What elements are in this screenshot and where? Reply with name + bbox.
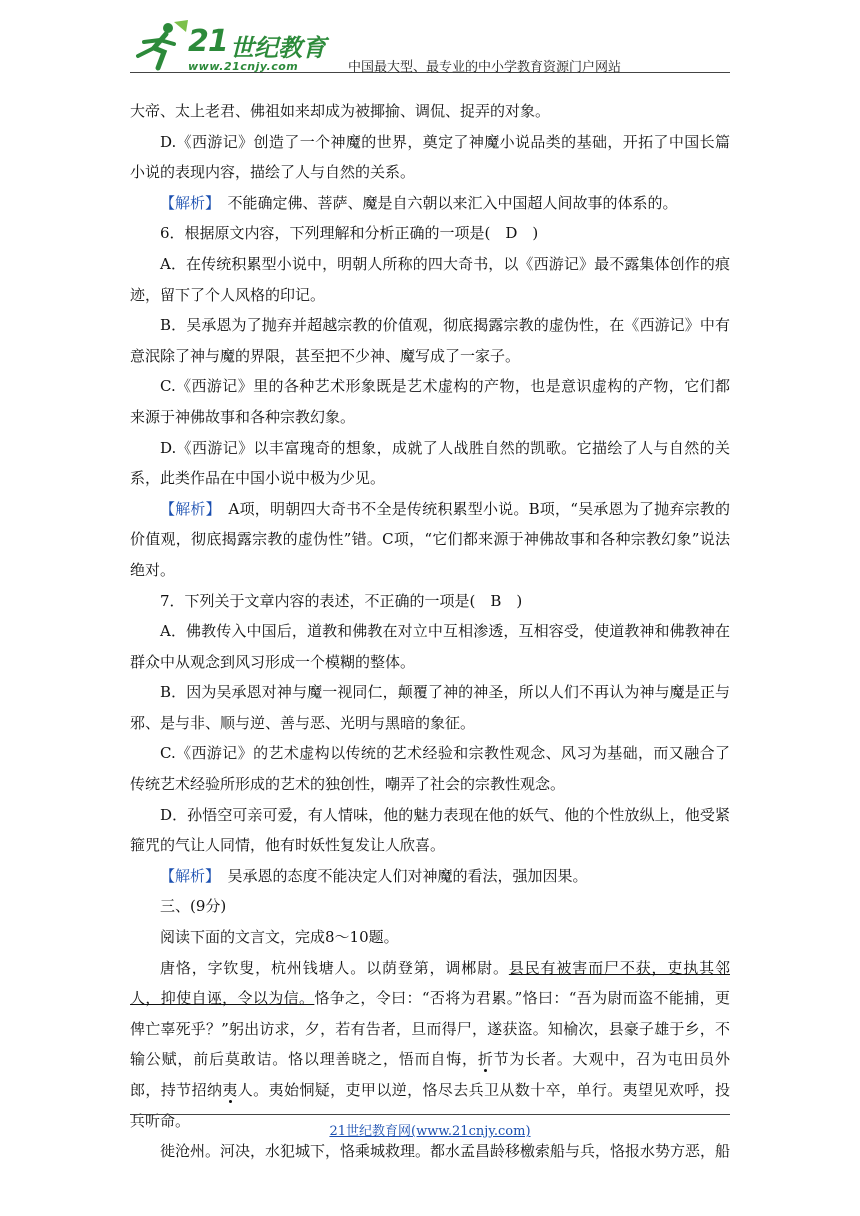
option-a-q7: A．佛教传入中国后，道教和佛教在对立中互相渗透，互相容受，使道教神和佛教神在群众中从观念到风习形成一个模糊的整体。 bbox=[130, 622, 730, 671]
analysis-text: 不能确定佛、菩萨、魔是自六朝以来汇入中国超人间故事的体系的。 bbox=[212, 193, 678, 212]
analysis-q6 bbox=[130, 494, 730, 586]
header-divider bbox=[130, 72, 730, 73]
text-segment: 节为长者。大观中，召为屯田员外郎，持节招纳 bbox=[130, 1050, 730, 1099]
analysis-text: A项，明朝四大奇书不全是传统积累型小说。B项，“吴承恩为了抛弃宗教的价值观，彻底揭露宗教的虚伪性”错。C项，“它们都来源于神佛故事和各种宗教幻象”说法绝对。 bbox=[130, 499, 730, 579]
classical-text-paragraph-1 bbox=[130, 953, 730, 1137]
option-b-q7: B．因为吴承恩对神与魔一视同仁，颠覆了神的神圣，所以人们不再认为神与魔是正与邪、是与非、顺与逆、善与恶、光明与黑暗的象征。 bbox=[130, 683, 730, 732]
site-logo[interactable] bbox=[130, 18, 340, 74]
footer-divider bbox=[130, 1114, 730, 1115]
page-footer bbox=[0, 1120, 860, 1139]
option-c-q6: C.《西游记》里的各种艺术形象既是艺术虚构的产物，也是意识虚构的产物，它们都来源于神佛故事和各种宗教幻象。 bbox=[130, 377, 730, 426]
option-d-q7: D．孙悟空可亲可爱，有人情味，他的魅力表现在他的妖气、他的个性放纵上，他受紧箍咒的气让人同情，他有时妖性复发让人欣喜。 bbox=[130, 805, 730, 855]
logo-url: www.21cnjy.com bbox=[188, 60, 299, 73]
header-tagline: 中国最大型、最专业的中小学教育资源门户网站 bbox=[348, 60, 622, 75]
paragraph-continuation: 大帝、太上老君、佛祖如来却成为被揶揄、调侃、捉弄的对象。 bbox=[130, 102, 551, 120]
underlined-sentence: 县民有被害而尸不获，吏执其邻人，抑使自诬，令以为信。 bbox=[130, 958, 730, 1008]
logo-number: 21 bbox=[188, 24, 228, 59]
analysis-q5 bbox=[130, 188, 730, 219]
question-7: 7．下列关于文章内容的表述，不正确的一项是( B ) bbox=[160, 591, 523, 610]
option-d-q5: D.《西游记》创造了一个神魔的世界，奠定了神魔小说品类的基础，开拓了中国长篇小说的表现内容，描绘了人与自然的关系。 bbox=[130, 132, 730, 182]
analysis-tag: 【解析】 bbox=[160, 193, 213, 212]
logo-text: 世纪教育 bbox=[230, 34, 326, 62]
classical-text-paragraph-2: 徙沧州。河决，水犯城下，恪乘城救理。都水孟昌龄移檄索船与兵，恪报水势方恶，船 bbox=[160, 1142, 731, 1161]
option-c-q7: C.《西游记》的艺术虚构以传统的艺术经验和宗教性观念、风习为基础，而又融合了传统艺术经验所形成的艺术的独创性，嘲弄了社会的宗教性观念。 bbox=[130, 744, 730, 794]
text-segment: 人。夷始恫疑，吏甲以逆，恪尽去兵卫从数十卒，单行。夷望见欢呼，投兵听命。 bbox=[130, 1081, 730, 1130]
footer-link[interactable]: 21世纪教育网(www.21cnjy.com) bbox=[329, 1124, 531, 1139]
document-body bbox=[130, 96, 730, 1167]
dotted-character: 折 bbox=[477, 1050, 494, 1069]
analysis-tag: 【解析】 bbox=[160, 499, 214, 518]
section-three-heading: 三、(9分) bbox=[160, 897, 227, 916]
dotted-character: 夷 bbox=[222, 1081, 238, 1099]
analysis-tag: 【解析】 bbox=[160, 866, 213, 885]
text-segment: 唐恪，字钦叟，杭州钱塘人。以荫登第，调郴尉。 bbox=[160, 958, 509, 977]
option-a-q6: A．在传统积累型小说中，明朝人所称的四大奇书，以《西游记》最不露集体创作的痕迹，留下了个人风格的印记。 bbox=[130, 254, 730, 304]
analysis-text: 吴承恩的态度不能决定人们对神魔的看法，强加因果。 bbox=[212, 866, 588, 885]
question-6: 6．根据原文内容，下列理解和分析正确的一项是( D ) bbox=[160, 224, 539, 243]
reading-instruction: 阅读下面的文言文，完成8～10题。 bbox=[160, 928, 399, 947]
text-segment: 恪争之，令曰：“否将为君累。”恪曰：“吾为尉而盗不能捕，更俾亡辜死乎？”躬出访求，夕，若有告者，旦而得尸，遂获盗。知榆次，县豪子雄于乡，不输公赋，前后莫敢诘。恪以理善晓之，悟而自悔， bbox=[130, 989, 730, 1069]
option-d-q6: D.《西游记》以丰富瑰奇的想象，成就了人战胜自然的凯歌。它描绘了人与自然的关系，此类作品在中国小说中极为少见。 bbox=[130, 438, 730, 488]
analysis-q7 bbox=[130, 861, 730, 892]
page-header bbox=[130, 18, 730, 78]
runner-icon bbox=[130, 18, 190, 74]
option-b-q6: B．吴承恩为了抛弃并超越宗教的价值观，彻底揭露宗教的虚伪性，在《西游记》中有意泯除了神与魔的界限，甚至把不少神、魔写成了一家子。 bbox=[130, 316, 730, 365]
